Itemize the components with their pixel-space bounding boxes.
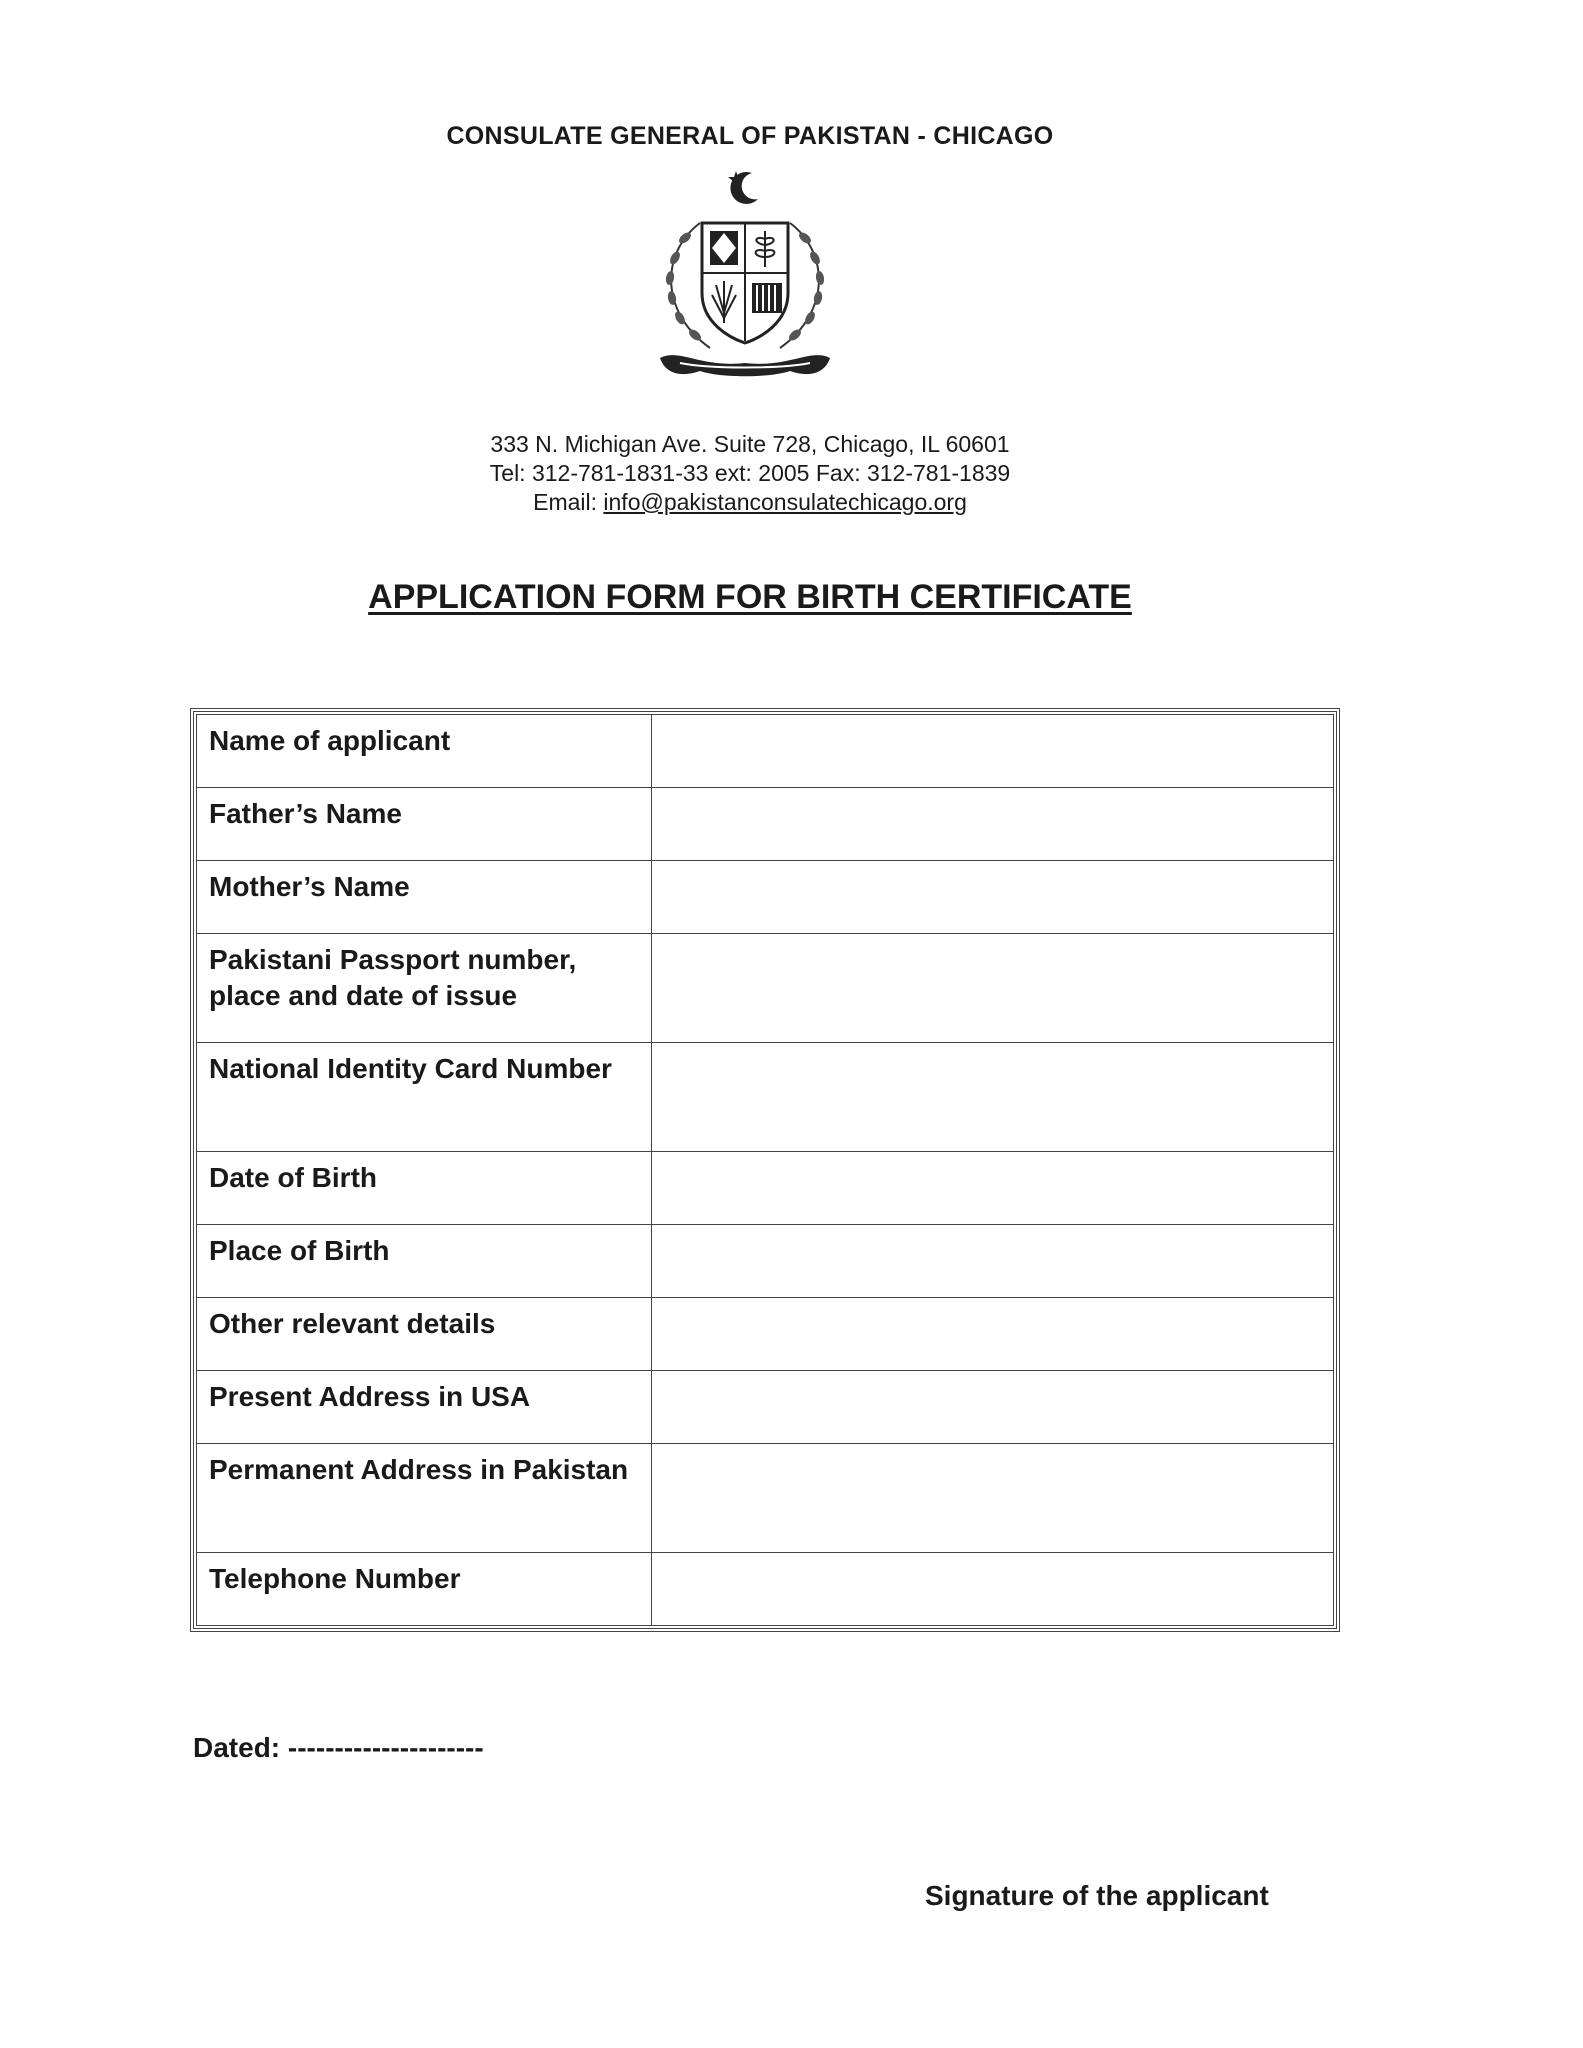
form-field-value-cell bbox=[652, 715, 1334, 788]
form-field-input[interactable] bbox=[652, 861, 1333, 933]
form-field-value-cell bbox=[652, 788, 1334, 861]
consulate-email-line bbox=[0, 488, 1500, 517]
form-field-label: Other relevant details bbox=[197, 1298, 652, 1371]
form-field-value-cell bbox=[652, 1444, 1334, 1553]
form-field-label: Father’s Name bbox=[197, 788, 652, 861]
form-field-value-cell bbox=[652, 1225, 1334, 1298]
form-field-value-cell bbox=[652, 861, 1334, 934]
form-row bbox=[197, 1298, 1334, 1371]
consulate-address: 333 N. Michigan Ave. Suite 728, Chicago, IL 60601 bbox=[490, 431, 1010, 457]
form-field-label: Pakistani Passport number, place and date of issue bbox=[197, 934, 652, 1043]
form-field-label: Permanent Address in Pakistan bbox=[197, 1444, 652, 1553]
form-row bbox=[197, 1371, 1334, 1444]
email-label: Email: bbox=[533, 489, 604, 515]
application-form-table bbox=[190, 708, 1340, 1632]
form-field-input[interactable] bbox=[652, 715, 1333, 787]
form-row bbox=[197, 1444, 1334, 1553]
form-field-input[interactable] bbox=[652, 788, 1333, 860]
form-field-input[interactable] bbox=[652, 934, 1333, 1042]
form-field-value-cell bbox=[652, 1043, 1334, 1152]
dated-field: Dated: --------------------- bbox=[193, 1732, 484, 1763]
form-row bbox=[197, 788, 1334, 861]
form-title-text: APPLICATION FORM FOR BIRTH CERTIFICATE bbox=[368, 578, 1132, 616]
form-field-label: Place of Birth bbox=[197, 1225, 652, 1298]
form-row bbox=[197, 715, 1334, 788]
form-row bbox=[197, 934, 1334, 1043]
form-field-label: Telephone Number bbox=[197, 1553, 652, 1626]
form-field-input[interactable] bbox=[652, 1444, 1333, 1552]
form-field-label: Present Address in USA bbox=[197, 1371, 652, 1444]
consulate-title: CONSULATE GENERAL OF PAKISTAN - CHICAGO bbox=[446, 122, 1054, 150]
signature-label: Signature of the applicant bbox=[925, 1880, 1269, 1911]
form-field-value-cell bbox=[652, 1553, 1334, 1626]
form-field-label: Date of Birth bbox=[197, 1152, 652, 1225]
form-field-input[interactable] bbox=[652, 1371, 1333, 1443]
consulate-phone: Tel: 312-781-1831-33 ext: 2005 Fax: 312-781-1839 bbox=[489, 460, 1011, 486]
form-field-label: National Identity Card Number bbox=[197, 1043, 652, 1152]
form-field-input[interactable] bbox=[652, 1152, 1333, 1224]
form-field-input[interactable] bbox=[652, 1043, 1333, 1151]
form-table bbox=[196, 714, 1334, 1626]
form-field-value-cell bbox=[652, 1152, 1334, 1225]
form-title bbox=[0, 578, 1500, 617]
consulate-contact bbox=[0, 430, 1500, 517]
state-emblem-icon bbox=[640, 163, 850, 403]
form-field-input[interactable] bbox=[652, 1225, 1333, 1297]
form-row bbox=[197, 1152, 1334, 1225]
form-field-label: Name of applicant bbox=[197, 715, 652, 788]
form-row bbox=[197, 1225, 1334, 1298]
email-link[interactable]: info@pakistanconsulatechicago.org bbox=[603, 489, 967, 515]
form-row bbox=[197, 1553, 1334, 1626]
form-row bbox=[197, 861, 1334, 934]
form-field-label: Mother’s Name bbox=[197, 861, 652, 934]
form-field-value-cell bbox=[652, 1371, 1334, 1444]
form-field-input[interactable] bbox=[652, 1298, 1333, 1370]
form-field-input[interactable] bbox=[652, 1553, 1333, 1625]
form-field-value-cell bbox=[652, 1298, 1334, 1371]
form-row bbox=[197, 1043, 1334, 1152]
form-field-value-cell bbox=[652, 934, 1334, 1043]
